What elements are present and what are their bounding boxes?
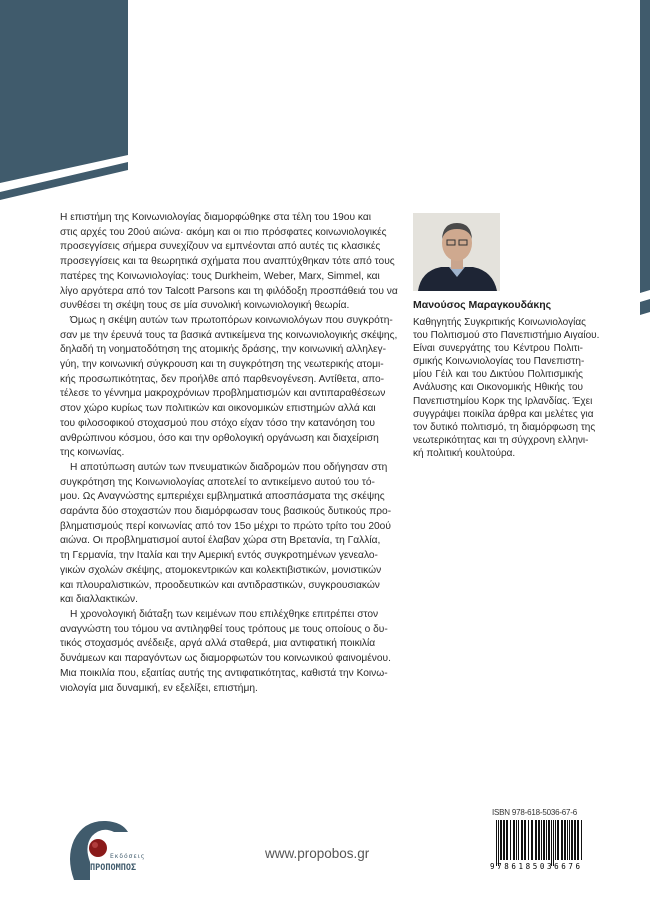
- barcode-bar: [496, 820, 497, 866]
- author-name: Μανούσος Μαραγκουδάκης: [413, 299, 552, 311]
- barcode-bar: [567, 820, 568, 860]
- text-line: τέλεσε το γέννημα μακροχρόνιων προβληματισμών και αντιπαραθέσεων: [60, 388, 386, 400]
- text-line: Η αποτύπωση αυτών των πνευματικών διαδρομών που οδήγησαν στη: [70, 461, 388, 473]
- decorative-band-right: [638, 0, 650, 320]
- publisher-logo: [68, 818, 158, 880]
- text-line: αιώνα. Οι προβληματισμοί αυτοί έλαβαν χώρα στη Βρετανία, τη Γαλλία,: [60, 535, 381, 547]
- barcode-bar: [524, 820, 526, 860]
- blurb-text: [60, 211, 398, 696]
- barcode-bar: [528, 820, 529, 860]
- author-photo: [413, 213, 500, 291]
- bio-line: μίου Γέιλ και του Δικτύου Πολιτισμικής: [413, 369, 583, 381]
- paragraph: [60, 461, 392, 608]
- text-line: Μια ποικιλία που, εξαιτίας αυτής της αντιφατικότητας, καθιστά την Κοινω-: [60, 667, 388, 679]
- barcode-bar: [555, 820, 556, 860]
- barcode-bar: [569, 820, 570, 860]
- text-line: συγκρότηση της Κοινωνιολογίας αποτελεί το αντικείμενο αυτού του τό-: [60, 476, 375, 488]
- bio-line: Είναι συνεργάτης του Κέντρου Πολιτι-: [413, 343, 583, 355]
- barcode-bar: [513, 820, 515, 860]
- barcode-bar: [506, 820, 508, 860]
- text-line: Όμως η σκέψη αυτών των πρωτοπόρων κοινωνιολόγων που συγκρότη-: [70, 314, 393, 326]
- bio-line: κή πολιτική κουλτούρα.: [413, 447, 516, 459]
- barcode-bar: [546, 820, 547, 860]
- text-line: δηλαδή τη νοηματοδότηση της ατομικής δράσης, την κοινωνική αλληλεγ-: [60, 344, 386, 356]
- text-line: ανθρώπινου κόσμου, όσο και την ορθολογική οργάνωση και διαχείριση: [60, 432, 379, 444]
- text-line: της κοινωνίας.: [60, 447, 125, 459]
- bio-line: νεωτερικότητας και τη σύγχρονη ελληνι-: [413, 434, 589, 446]
- text-line: προσεγγίσεις σήμερα συνεχίζουν να εμπνέονται από αυτές τις κλασικές: [60, 241, 381, 253]
- text-line: σαν με την έρευνά τους τα βασικά αντικείμενα της κοινωνιολογικής σκέψης,: [60, 329, 398, 341]
- barcode-bar: [543, 820, 545, 860]
- paragraph: [60, 211, 398, 314]
- text-line: νιολογία μια δυναμική, εν εξελίξει, επιστήμη.: [60, 682, 258, 694]
- text-line: συνθέσει τη σκέψη τους σε μία συνολική κοινωνιολογική θεωρία.: [60, 300, 350, 312]
- isbn-barcode: [490, 820, 582, 870]
- text-line: αναγνώστη του τόμου να αντιληφθεί τους τρόπους με τους οποίους ο δυ-: [60, 623, 388, 635]
- text-line: προσεγγίσεις και τα θεωρητικά σχήματα που αναπτύχθηκαν τότε από τους: [60, 256, 395, 268]
- text-line: και πλουραλιστικών, προοδευτικών και αντιδραστικών, συγκρουσιακών: [60, 579, 380, 591]
- text-line: στον χώρο κυρίως των πολιτικών και οικονομικών επιστημών αλλά και: [60, 403, 376, 415]
- text-line: κής προσωπικότητας, δεν προήλθε από παρθενογένεση. Αντίθετα, απο-: [60, 373, 385, 385]
- barcode-bar: [510, 820, 511, 860]
- barcode-digits: 9786185036676: [490, 862, 580, 870]
- decorative-corner-band-left: [0, 0, 140, 200]
- text-line: δυνάμεων και παραγόντων ως διαμορφωτών του κοινωνικού φαινομένου.: [60, 653, 391, 665]
- bio-line: του Πολιτισμού στο Πανεπιστήμιο Αιγαίου.: [413, 330, 600, 342]
- bio-line: τον δυτικό πολιτισμό, τη διαμόρφωση της: [413, 421, 596, 433]
- text-line: Η επιστήμη της Κοινωνιολογίας διαμορφώθηκε στα τέλη του 19ου και: [60, 212, 371, 223]
- barcode-bar: [571, 820, 573, 860]
- barcode-bar: [564, 820, 566, 860]
- paragraph: [60, 314, 398, 461]
- barcode-bar: [521, 820, 523, 860]
- publisher-url[interactable]: www.propobos.gr: [265, 846, 370, 861]
- barcode-bar: [538, 820, 540, 860]
- bio-line: Πανεπιστημίου Κορκ της Ιρλανδίας. Έχει: [413, 395, 593, 407]
- bio-line: Ανάλυσης και Οικονομικής Ηθικής του: [413, 382, 583, 394]
- text-line: του φιλοσοφικού στοχασμού που στόχο είχαν τόσο την κατανόηση του: [60, 417, 375, 429]
- barcode-bar: [498, 820, 499, 866]
- barcode-bar: [581, 820, 582, 860]
- text-line: τικός στοχασμός ανέδειξε, αργά αλλά σταθερά, μια αντιφατική ποικιλία: [60, 638, 376, 650]
- text-line: λίγο αργότερα από τον Talcott Parsons και τη φιλόδοξη προσπάθειά του να: [60, 285, 398, 297]
- text-line: τη Γερμανία, την Ιταλία και την Αμερική εντός συγκροτημένων γενεαλο-: [60, 550, 378, 562]
- bio-line: σμικής Κοινωνιολογίας του Πανεπιστη-: [413, 356, 585, 368]
- barcode-bar: [553, 820, 554, 866]
- barcode-bar: [535, 820, 537, 860]
- barcode-bar: [577, 820, 579, 860]
- barcode-bar: [500, 820, 502, 860]
- paragraph: [60, 608, 391, 696]
- barcode-bar: [503, 820, 505, 860]
- svg-text:ΠΡΟΠΟΜΠΟΣ: ΠΡΟΠΟΜΠΟΣ: [90, 863, 137, 873]
- text-line: γικών σχολών σκέψης, ατομοκεντρικών και κολεκτιβιστικών, μονιστικών: [60, 564, 382, 576]
- barcode-bar: [551, 820, 552, 866]
- barcode-bar: [574, 820, 576, 860]
- barcode-bar: [516, 820, 517, 860]
- barcode-bar: [561, 820, 563, 860]
- svg-text:Εκδόσεις: Εκδόσεις: [110, 853, 146, 860]
- text-line: μου. Ως Αναγνώστης εμπεριέχει εμβληματικά αποσπάσματα της σκέψης: [60, 491, 385, 503]
- barcode-bar: [541, 820, 542, 860]
- text-line: γύη, την κοινωνική σύγκρουση και τη συγκρότηση της νεωτερικής ατομι-: [60, 359, 384, 371]
- text-line: σαράντα δύο στοχαστών που διαμόρφωσαν τους βασικούς δυτικούς προ-: [60, 506, 392, 518]
- text-line: βληματισμούς περί κοινωνίας από τον 15ο μέχρι το πρώτο τρίτο του 20ού: [60, 520, 391, 532]
- barcode-bar: [557, 820, 559, 860]
- author-bio: [413, 316, 600, 460]
- text-line: πατέρες της Κοινωνιολογίας: τους Durkheim, Weber, Marx, Simmel, και: [60, 270, 380, 282]
- barcode-bar: [531, 820, 533, 860]
- bio-line: Καθηγητής Συγκριτικής Κοινωνιολογίας: [413, 317, 586, 328]
- barcode-bar: [518, 820, 519, 860]
- bio-line: συγγράψει ποικίλα άρθρα και μελέτες για: [413, 408, 594, 420]
- text-line: Η χρονολογική διάταξη των κειμένων που επιλέχθηκε επιτρέπει στον: [70, 608, 379, 620]
- isbn-label: ISBN 978-618-5036-67-6: [492, 808, 577, 817]
- text-line: και διαλλακτικών.: [60, 594, 138, 606]
- text-line: στις αρχές του 20ού αιώνα· ακόμη και οι πιο πρόσφατες κοινωνιολογικές: [60, 226, 387, 238]
- barcode-bar: [548, 820, 550, 860]
